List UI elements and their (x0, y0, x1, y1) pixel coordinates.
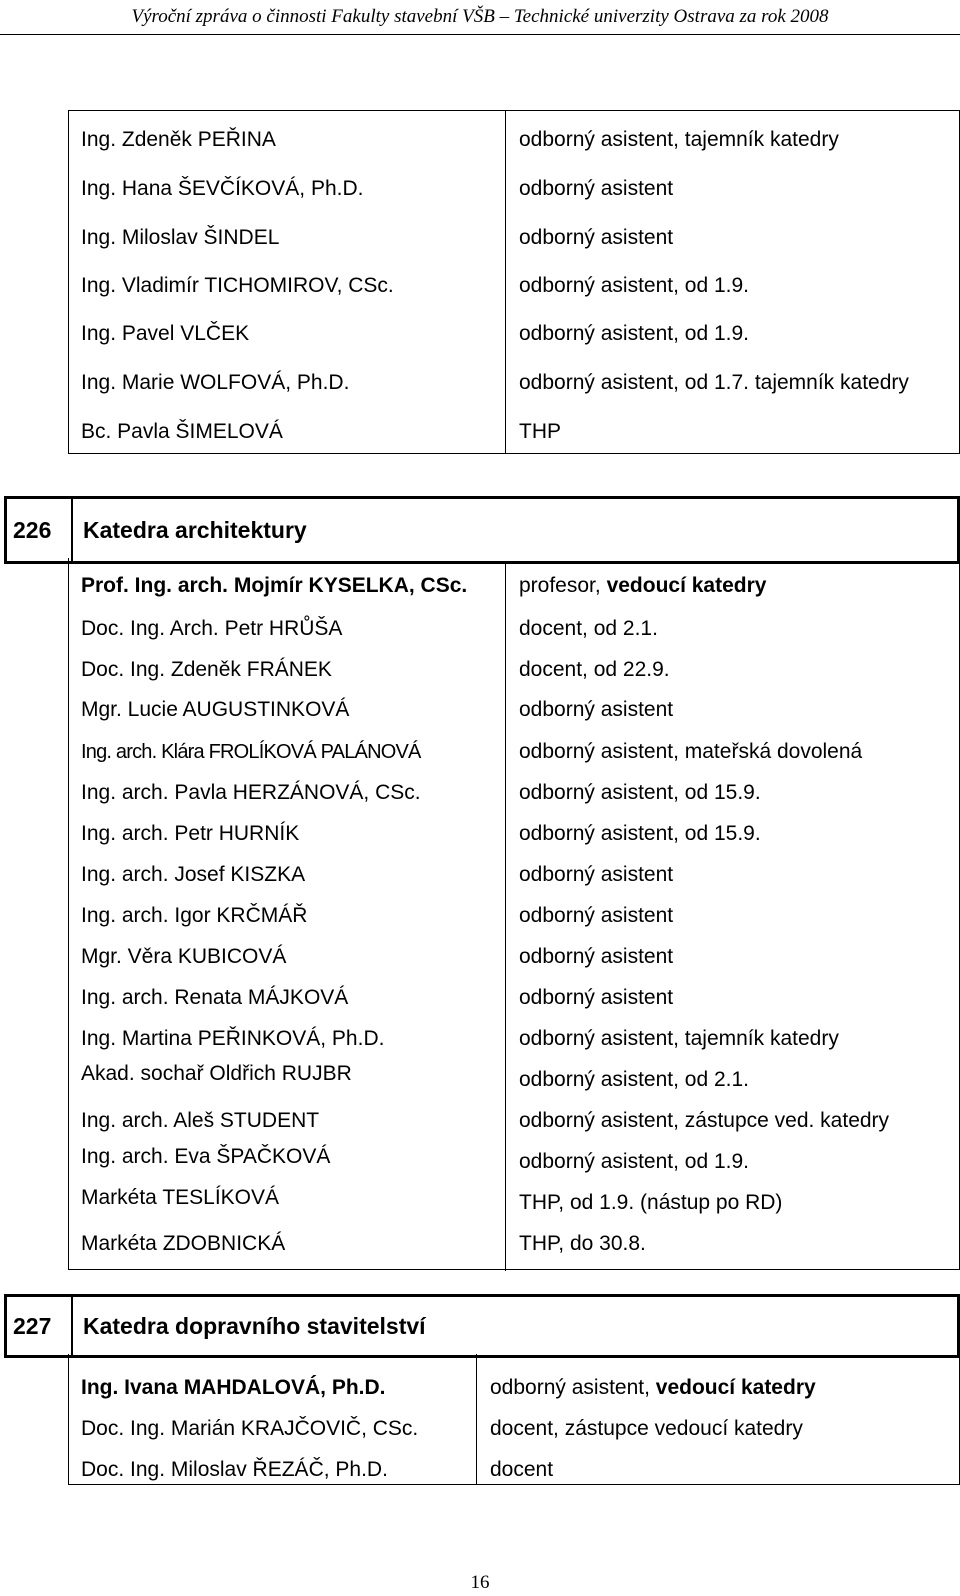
staff-role: odborný asistent, od 2.1. (519, 1068, 749, 1091)
staff-name: Ing. arch. Aleš STUDENT (81, 1109, 320, 1132)
staff-name: Ing. arch. Klára FROLÍKOVÁ PALÁNOVÁ (81, 741, 421, 763)
staff-role: odborný asistent, od 1.9. (519, 1150, 749, 1173)
staff-name: Ing. Vladimír TICHOMIROV, CSc. (81, 274, 394, 297)
staff-name: Ing. arch. Pavla HERZÁNOVÁ, CSc. (81, 781, 421, 804)
staff-role: THP, do 30.8. (519, 1232, 646, 1255)
staff-role: docent, zástupce vedoucí katedry (490, 1417, 803, 1440)
staff-role: odborný asistent, tajemník katedry (519, 128, 839, 151)
staff-role: odborný asistent (519, 177, 674, 200)
head-role-function: vedoucí katedry (606, 574, 767, 597)
staff-role: odborný asistent (519, 986, 674, 1009)
staff-name: Ing. Marie WOLFOVÁ, Ph.D. (81, 371, 350, 394)
staff-role: odborný asistent (519, 226, 674, 249)
staff-name: Doc. Ing. Zdeněk FRÁNEK (81, 658, 332, 681)
staff-role: odborný asistent, od 15.9. (519, 781, 761, 804)
staff-role: THP, od 1.9. (nástup po RD) (519, 1191, 783, 1214)
staff-name: Ing. arch. Eva ŠPAČKOVÁ (81, 1145, 331, 1168)
staff-role: odborný asistent, mateřská dovolená (519, 740, 863, 763)
department-title: Katedra dopravního stavitelství (83, 1313, 426, 1339)
head-role-title: odborný asistent, (490, 1376, 656, 1399)
staff-name: Markéta TESLÍKOVÁ (81, 1186, 280, 1209)
department-header-227 (4, 1294, 960, 1358)
head-role-title: profesor, (519, 574, 607, 597)
staff-name: Ing. arch. Josef KISZKA (81, 863, 306, 886)
department-number: 227 (13, 1313, 52, 1339)
head-name: Ing. Ivana MAHDALOVÁ, Ph.D. (81, 1376, 386, 1399)
staff-role: odborný asistent (519, 698, 674, 721)
staff-role: docent (490, 1458, 554, 1481)
staff-role: odborný asistent, tajemník katedry (519, 1027, 839, 1050)
staff-name: Ing. Zdeněk PEŘINA (81, 128, 276, 151)
staff-role: odborný asistent, od 15.9. (519, 822, 761, 845)
staff-name: Markéta ZDOBNICKÁ (81, 1232, 286, 1255)
staff-name: Ing. Martina PEŘINKOVÁ, Ph.D. (81, 1027, 385, 1050)
staff-role: docent, od 2.1. (519, 617, 658, 640)
staff-name: Akad. sochař Oldřich RUJBR (81, 1062, 352, 1085)
staff-name: Doc. Ing. Marián KRAJČOVIČ, CSc. (81, 1417, 419, 1440)
staff-name: Doc. Ing. Arch. Petr HRŮŠA (81, 617, 343, 640)
header-separator (71, 499, 73, 561)
staff-role: odborný asistent, od 1.9. (519, 274, 749, 297)
department-header-226 (4, 496, 960, 564)
staff-role: odborný asistent, zástupce ved. katedry (519, 1109, 890, 1132)
staff-role: odborný asistent (519, 904, 674, 927)
header-title: Výroční zpráva o činnosti Fakulty stavební VŠB – Technické univerzity Ostrava za rok 2008 (131, 6, 829, 27)
staff-name: Ing. arch. Renata MÁJKOVÁ (81, 986, 349, 1009)
head-role (490, 1376, 816, 1400)
staff-role: odborný asistent (519, 863, 674, 886)
staff-role: THP (519, 420, 561, 443)
staff-name: Ing. Hana ŠEVČÍKOVÁ, Ph.D. (81, 177, 364, 200)
staff-name: Ing. arch. Petr HURNÍK (81, 822, 300, 845)
header-divider (0, 34, 960, 35)
staff-name: Ing. Pavel VLČEK (81, 322, 250, 345)
staff-name: Ing. arch. Igor KRČMÁŘ (81, 904, 308, 927)
staff-role: odborný asistent, od 1.9. (519, 322, 749, 345)
department-number: 226 (13, 517, 52, 543)
staff-name: Bc. Pavla ŠIMELOVÁ (81, 420, 283, 443)
head-role-function: vedoucí katedry (655, 1376, 816, 1399)
staff-role: odborný asistent (519, 945, 674, 968)
column-divider (505, 110, 506, 454)
department-title: Katedra architektury (83, 517, 307, 543)
head-name: Prof. Ing. arch. Mojmír KYSELKA, CSc. (81, 574, 468, 597)
staff-role: docent, od 22.9. (519, 658, 670, 681)
head-role (519, 574, 766, 598)
column-divider (505, 561, 506, 1271)
staff-name: Mgr. Lucie AUGUSTINKOVÁ (81, 698, 350, 721)
staff-name: Doc. Ing. Miloslav ŘEZÁČ, Ph.D. (81, 1458, 388, 1481)
column-divider (476, 1354, 477, 1485)
header-separator (71, 1297, 73, 1355)
staff-role: odborný asistent, od 1.7. tajemník katedry (519, 371, 909, 394)
staff-name: Ing. Miloslav ŠINDEL (81, 226, 280, 249)
staff-name: Mgr. Věra KUBICOVÁ (81, 945, 287, 968)
page-number: 16 (470, 1572, 490, 1593)
